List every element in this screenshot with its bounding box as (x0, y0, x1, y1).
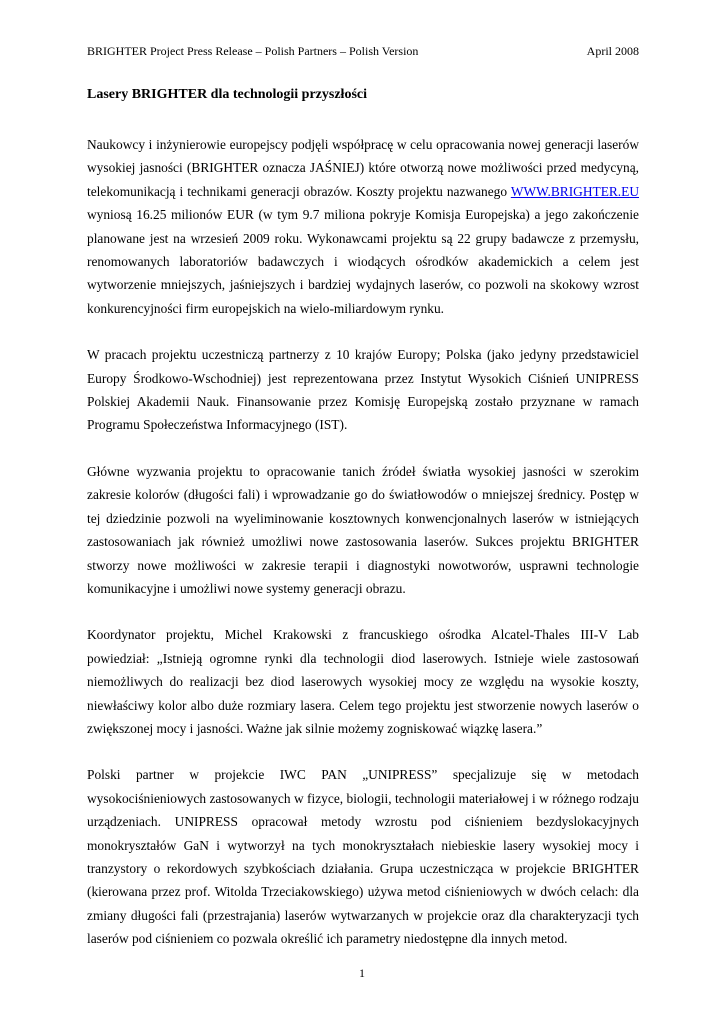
page-footer (0, 966, 724, 981)
document-title: Lasery BRIGHTER dla technologii przyszłości (87, 87, 367, 102)
header-left-text: BRIGHTER Project Press Release – Polish Partners – Polish Version (87, 44, 419, 58)
document-body (87, 133, 639, 974)
page-number: 1 (359, 966, 365, 980)
paragraph-2: W pracach projektu uczestniczą partnerzy z 10 krajów Europy; Polska (jako jedyny przedstawiciel Europy Środkowo-Wschodniej) jest reprezentowana przez Instytut Wysokich Ciśnień UNIPRESS Polskiej Akademii Nauk. Finansowanie przez Komisję Europejską zostało przyznane w ramach Programu Społeczeństwa Informacyjnego (IST). (87, 347, 639, 433)
paragraph-1-text-after: wyniosą 16.25 milionów EUR (w tym 9.7 miliona pokryje Komisja Europejska) a jego zakończenie planowane jest na wrzesień 2009 roku. Wykonawcami projektu są 22 grupy badawcze z przemysłu, renomowanych laboratoriów badawczych i wiodących ośrodków akademickich a celem jest wytworzenie mniejszych, jaśniejszych i bardziej wydajnych laserów, co pozwoli na skokowy wzrost konkurencyjności firm europejskich na wielo-miliardowym rynku. (87, 207, 639, 316)
paragraph-3: Główne wyzwania projektu to opracowanie tanich źródeł światła wysokiej jasności w szerokim zakresie kolorów (długości fali) i wprowadzanie go do światłowodów o mniejszej średnicy. Postęp w tej dziedzinie pozwoli na wyeliminowanie kosztownych konwencjonalnych laserów w istniejących zastosowaniach jak również umożliwi nowe zastosowania laserów. Sukces projektu BRIGHTER stworzy nowe możliwości w zakresie terapii i diagnostyki nowotworów, usprawni technologie komunikacyjne i umożliwi nowe systemy generacji obrazu. (87, 463, 639, 596)
page-header (87, 44, 639, 58)
paragraph-1-text-before: Naukowcy i inżynierowie europejscy podjęli współpracę w celu opracowania nowej generacji laserów wysokiej jasności (BRIGHTER oznacza JAŚNIEJ) które otworzą nowe możliwości przed medycyną, telekomunikacją i technikami generacji obrazów. Koszty projektu nazwanego (87, 137, 639, 199)
header-date: April 2008 (586, 44, 639, 58)
paragraph-1 (87, 133, 639, 320)
paragraph-5: Polski partner w projekcie IWC PAN „UNIPRESS” specjalizuje się w metodach wysokociśnieniowych zastosowanych w fizyce, biologii, technologii materiałowej i w różnego rodzaju urządzeniach. UNIPRESS opracował metody wzrostu pod ciśnieniem bezdyslokacyjnych monokryształów GaN i wytworzył na tych monokryształach niebieskie lasery wysokiej mocy i tranzystory o rekordowych szybkościach działania. Grupa uczestnicząca w projekcie BRIGHTER (kierowana przez prof. Witolda Trzeciakowskiego) używa metod ciśnieniowych w dwóch celach: dla zmiany długości fali (przestrajania) laserów wytwarzanych w projekcie oraz dla charakteryzacji tych laserów pod ciśnieniem co pozwala określić ich parametry niedostępne dla innych metod. (87, 767, 639, 947)
paragraph-4: Koordynator projektu, Michel Krakowski z francuskiego ośrodka Alcatel-Thales III-V Lab powiedział: „Istnieją ogromne rynki dla technologii diod laserowych. Istnieje wiele zastosowań niemożliwych do realizacji bez diod laserowych wysokiej mocy ze względu na wysokie koszty, niewłaściwy kolor albo duże rozmiary lasera. Celem tego projektu jest stworzenie nowych laserów o zwiększonej mocy i jasności. Ważne jak silnie możemy zogniskować wiązkę lasera.” (87, 627, 639, 736)
brighter-website-link[interactable]: WWW.BRIGHTER.EU (510, 183, 639, 199)
